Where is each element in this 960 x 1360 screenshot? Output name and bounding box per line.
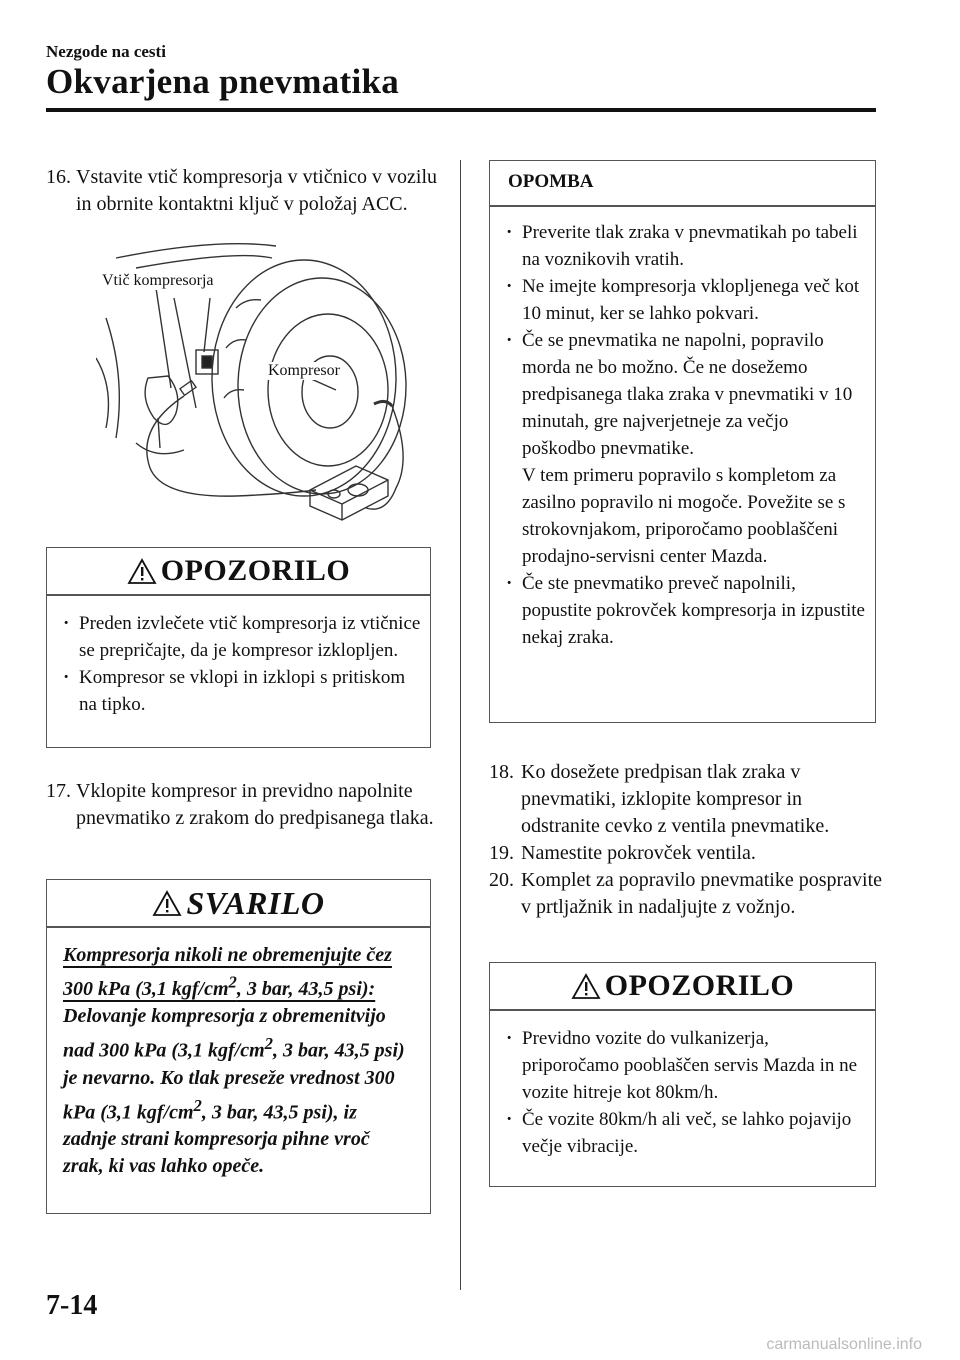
step-text: Namestite pokrovček ventila. xyxy=(521,842,756,864)
column-divider xyxy=(460,160,461,1290)
step-text: Vstavite vtič kompresorja v vtičnico v vozilu in obrnite kontaktni ključ v položaj ACC. xyxy=(76,166,438,215)
warning-item: · Preden izvlečete vtič kompresorja iz vtičnice se prepričajte, da je kompresor izklopljen. xyxy=(47,610,422,664)
warning-item: · Kompresor se vklopi in izklopi s pritiskom na tipko. xyxy=(47,664,422,718)
warning-header xyxy=(47,548,430,594)
watermark: carmanualsonline.info xyxy=(766,1336,922,1353)
note-title: OPOMBA xyxy=(508,171,594,192)
compressor-label: Kompresor xyxy=(268,362,340,379)
caution-body-3: , 3 bar, 43,5 psi), iz zadnje strani kompresorja pihne vroč zrak, ki vas lahko opeče. xyxy=(63,1101,370,1178)
note-box xyxy=(489,160,876,723)
warning-list xyxy=(490,1011,875,1160)
note-item: · Če ste pnevmatiko preveč napolnili, popustite pokrovček kompresorja in izpustite nekaj zraka. xyxy=(490,570,867,651)
warning-item: · Če vozite 80km/h ali več, se lahko pojavijo večje vibracije. xyxy=(490,1106,867,1160)
caution-header xyxy=(47,880,430,926)
caution-title: SVARILO xyxy=(186,884,325,921)
step-number: 17. xyxy=(46,780,71,802)
caution-text xyxy=(47,928,430,1181)
section-label: Nezgode na cesti xyxy=(46,42,166,61)
step-number: 19. xyxy=(489,842,514,864)
plug-label: Vtič kompresorja xyxy=(102,272,214,289)
caution-heading-a: Kompresorja nikoli ne obremenjujte čez 300 kPa (3,1 kgf/cm xyxy=(63,943,392,1001)
note-item-extra: V tem primeru popravilo s kompletom za zasilno popravilo ni mogoče. Povežite se s strokovnjakom, priporočamo pooblaščeni prodajno-servisni center Mazda. xyxy=(522,464,846,567)
warning-list xyxy=(47,596,430,718)
warning-box-1 xyxy=(46,547,431,748)
page-number: 7-14 xyxy=(46,1290,98,1321)
warning-triangle-icon xyxy=(127,557,157,585)
step-number: 18. xyxy=(489,761,514,783)
superscript: 2 xyxy=(228,972,237,992)
caution-heading-b: , 3 bar, 43,5 psi): xyxy=(236,978,376,1001)
superscript: 2 xyxy=(193,1095,202,1115)
note-item xyxy=(490,327,867,570)
warning-item: · Previdno vozite do vulkanizerja, priporočamo pooblaščen servis Mazda in ne vozite hitreje kot 80km/h. xyxy=(490,1025,867,1106)
step-text: Vklopite kompresor in previdno napolnite pnevmatiko z zrakom do predpisanega tlaka. xyxy=(76,780,434,829)
superscript: 2 xyxy=(264,1034,273,1054)
step-20 xyxy=(489,867,884,921)
warning-title: OPOZORILO xyxy=(160,554,351,587)
caution-body-2: , 3 bar, 43,5 psi) je nevarno. Ko tlak preseže vrednost 300 kPa (3,1 kgf/cm xyxy=(63,1039,405,1124)
step-16 xyxy=(46,164,441,218)
step-number: 20. xyxy=(489,869,514,891)
compressor-illustration xyxy=(96,228,418,538)
caution-heading xyxy=(63,944,392,1001)
page-title: Okvarjena pnevmatika xyxy=(46,62,400,101)
warning-title: OPOZORILO xyxy=(604,969,795,1002)
note-item: · Ne imejte kompresorja vklopljenega več kot 10 minut, ker se lahko pokvari. xyxy=(490,273,867,327)
step-18 xyxy=(489,759,884,840)
step-text: Ko dosežete predpisan tlak zraka v pnevmatiki, izklopite kompresor in odstranite cevko z ventila pnevmatike. xyxy=(521,761,830,837)
step-17 xyxy=(46,778,441,832)
step-19 xyxy=(489,840,884,867)
warning-triangle-icon xyxy=(571,972,601,1000)
note-item: · Preverite tlak zraka v pnevmatikah po tabeli na voznikovih vratih. xyxy=(490,219,867,273)
title-rule xyxy=(46,108,876,112)
caution-body-1: Delovanje kompresorja z obremenitvijo nad 300 kPa (3,1 kgf/cm xyxy=(63,1005,386,1062)
step-text: Komplet za popravilo pnevmatike pospravite v prtljažnik in nadaljujte z vožnjo. xyxy=(521,869,883,918)
warning-header xyxy=(490,963,875,1009)
step-number: 16. xyxy=(46,166,71,188)
note-list xyxy=(490,207,875,651)
warning-triangle-icon xyxy=(152,889,182,917)
warning-box-2 xyxy=(489,962,876,1187)
note-item-text: Če se pnevmatika ne napolni, popravilo morda ne bo možno. Če ne dosežemo predpisanega tlaka zraka v pnevmatiki v 10 minutah, gre najverjetneje za večjo poškodbo pnevmatike. xyxy=(522,329,853,459)
caution-box xyxy=(46,879,431,1214)
